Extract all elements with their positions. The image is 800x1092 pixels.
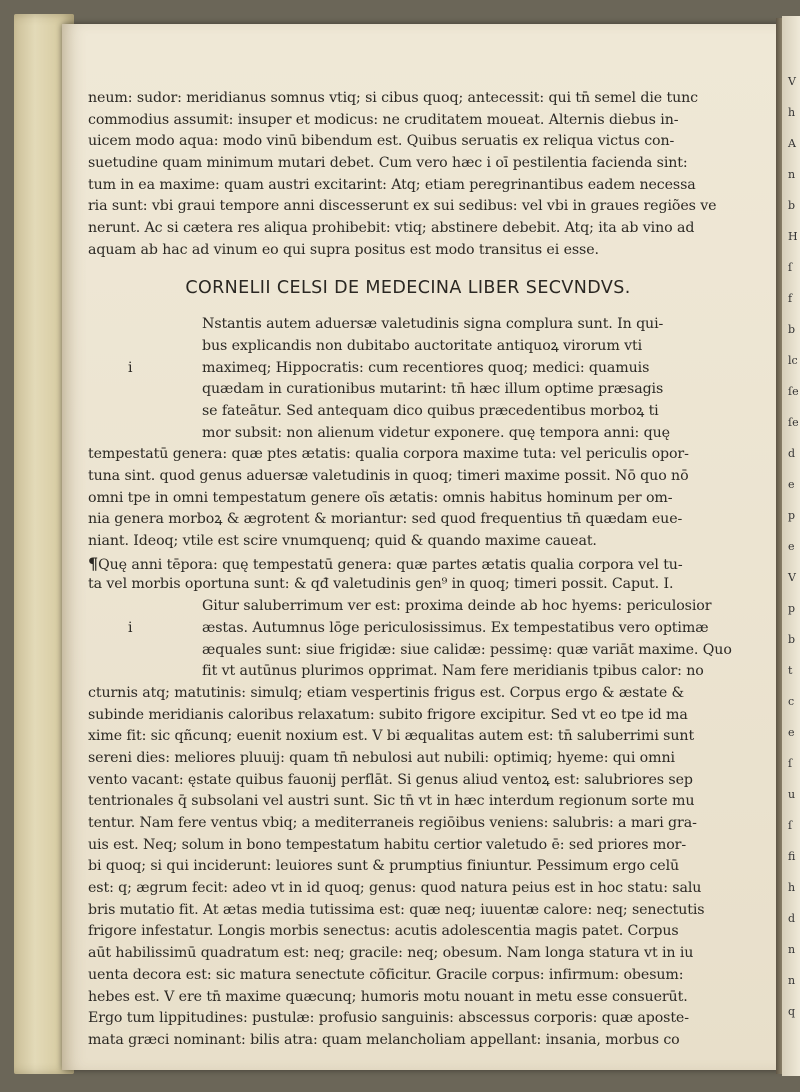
text-line: mata græci nominant: bilis atra: quam melancholiam appellant: insania, morbus co [88, 1031, 680, 1048]
next-page-letter: e [788, 540, 795, 553]
text-line: maximeq; Hippocratis: cum recentiores quoq; medici: quamuis [202, 359, 650, 376]
next-page-letter: V [788, 75, 796, 88]
text-line: tentur. Nam fere ventus vbiq; a mediterraneis regiōibus veniens: salubris: a mari gra- [88, 815, 697, 832]
text-line: tempestatū genera: quæ ptes ætatis: qualia corpora maxime tuta: vel periculis opor- [88, 446, 689, 463]
next-page-letter: d [788, 447, 796, 460]
text-line: hebes est. V ere tn̄ maxime quæcunq; humoris motu nouant in metu esse consuerūt. [88, 988, 688, 1005]
next-page-letter: t [788, 664, 793, 677]
indented-paragraph-1 [88, 314, 728, 444]
next-page-letter: n [788, 168, 796, 181]
next-page-letter: fi [788, 850, 796, 863]
next-page-letter: e [788, 478, 795, 491]
text-line: bi quoq; si qui inciderunt: leuiores sunt & prumptius finiuntur. Pessimum ergo celū [88, 858, 680, 875]
text-line: ria sunt: vbi graui tempore anni discesserunt ex sui sedibus: vel vbi in graues regiões ve [88, 198, 717, 215]
next-page-letter: ſ [788, 261, 793, 274]
text-line: niant. Ideoq; vtile est scire vnumquenq; quid & quando maxime caueat. [88, 533, 597, 550]
opening-paragraph [88, 88, 728, 262]
next-page-letter: ſe [788, 416, 799, 429]
next-page-letter: V [788, 571, 796, 584]
chapter-line-text: Quę anni tēpora: quę tempestatū genera: quæ partes ætatis qualia corpora vel tu- [98, 556, 683, 573]
next-page-letter: H [788, 230, 798, 243]
paragraph-continuation-1 [88, 444, 728, 552]
chapter-line [88, 574, 728, 596]
page-text [88, 88, 732, 1052]
text-line: tentrionales q̄ subsolani vel austri sunt. Sic tn̄ vt in hæc interdum regionum sorte mu [88, 793, 695, 810]
text-line: cturnis atq; matutinis: simulq; etiam vespertinis frigus est. Corpus ergo & æstate & [88, 684, 685, 701]
next-page-letter: n [788, 943, 796, 956]
next-page-letter: d [788, 912, 796, 925]
guide-letter: i [128, 359, 133, 376]
paragraph-continuation-2 [88, 683, 728, 1052]
text-line: omni tpe in omni tempestatum genere oīs ætatis: omnis habitus hominum per om- [88, 489, 673, 506]
text-line: nerunt. Ac si cætera res aliqua prohibebit: vtiq; abstinere debebit. Atq; ita ab vino ad [88, 220, 695, 237]
text-line: frigore infestatur. Longis morbis senectus: acutis adolescentia magis patet. Corpus [88, 923, 679, 940]
text-line: bus explicandis non dubitabo auctoritate antiquoꝝ virorum vti [202, 337, 643, 354]
text-line: mor subsit: non alienum videtur exponere. quę tempora anni: quę [202, 424, 670, 441]
text-line: est: q; ægrum fecit: adeo vt in id quoq; genus: quod natura peius est in hoc statu: salu [88, 880, 702, 897]
text-line: xime fit: sic qñcunq; euenit noxium est. V bi æqualitas autem est: tn̄ saluberrimi sunt [88, 728, 695, 745]
text-line: Nstantis autem aduersæ valetudinis signa complura sunt. In qui- [202, 316, 664, 333]
text-line: æquales sunt: siue frigidæ: siue calidæ: pessimę: quæ variāt maxime. Quo [202, 641, 732, 658]
text-line: bris mutatio fit. At ætas media tutissima est: quæ neq; iuuentæ calore: neq; senectutis [88, 901, 705, 918]
paragraph-mark-icon: ¶ [88, 553, 99, 573]
next-page-letter: h [788, 881, 796, 894]
text-line: æstas. Autumnus lōge periculosissimus. Ex tempestatibus vero optimæ [202, 619, 709, 636]
text-line: sereni dies: meliores pluuij: quam tn̄ nebulosi aut nubili: optimiq; hyeme: qui omni [88, 749, 675, 766]
next-page-letter: n [788, 974, 796, 987]
next-page-letter: h [788, 106, 796, 119]
next-page-letter: lc [788, 354, 798, 367]
chapter-line-text: ta vel morbis oportuna sunt: & qđ valetudinis gen⁹ in quoq; timeri possit. Caput. I. [88, 576, 674, 593]
text-line: Ergo tum lippitudines: pustulæ: profusio sanguinis: abscessus corporis: quæ aposte- [88, 1010, 689, 1027]
next-page-letter: A [788, 137, 796, 150]
indented-paragraph-2 [88, 596, 732, 683]
text-line: uenta decora est: sic matura senectute cōficitur. Gracile corpus: infirmum: obesum: [88, 966, 684, 983]
chapter-title [88, 553, 728, 596]
text-line: aquam ab hac ad vinum eo qui supra positus est modo transitus ei esse. [88, 241, 599, 258]
text-line: uis est. Neq; solum in bono tempestatum habitu certior valetudo ē: sed priores mor- [88, 836, 687, 853]
text-line: neum: sudor: meridianus somnus vtiq; si cibus quoq; antecessit: qui tn̄ semel die tunc [88, 90, 699, 106]
next-page-edge [782, 16, 800, 1076]
next-page-letter: b [788, 633, 796, 646]
text-line: aūt habilissimū quadratum est: neq; gracile: neq; obesum. Nam longa statura vt in iu [88, 945, 694, 962]
next-page-letter: b [788, 199, 796, 212]
next-page-letter: b [788, 323, 796, 336]
text-line: suetudine quam minimum mutari debet. Cum vero hæc i oī pestilentia facienda sint: [88, 155, 688, 172]
next-page-letter: ſ [788, 757, 793, 770]
text-line: commodius assumit: insuper et modicus: ne cruditatem moueat. Alternis diebus in- [88, 111, 679, 128]
text-line: vento vacant: ęstate quibus fauonij perflāt. Si genus aliud ventoꝝ est: salubriores sep [88, 771, 693, 788]
text-line: tum in ea maxime: quam austri excitarint: Atq; etiam peregrinantibus eadem necessa [88, 176, 696, 193]
text-line: Gitur saluberrimum ver est: proxima deinde ab hoc hyems: periculosior [202, 598, 712, 615]
text-line: subinde meridianis caloribus relaxatum: subito frigore excipitur. Sed vt eo tpe id ma [88, 706, 688, 723]
next-page-letter: ſe [788, 385, 799, 398]
guide-letter: i [128, 619, 133, 636]
next-page-letter: e [788, 726, 795, 739]
text-line: uicem modo aqua: modo vinū bibendum est. Quibus seruatis ex reliqua victus con- [88, 133, 675, 150]
next-page-letter: q [788, 1005, 796, 1018]
text-line: fit vt autūnus plurimos opprimat. Nam fere meridianis tpibus calor: no [202, 663, 704, 680]
next-page-letter: u [788, 788, 796, 801]
next-page-letter: p [788, 509, 796, 522]
book-heading: CORNELII CELSI DE MEDECINA LIBER SECVNDVS. [185, 277, 631, 298]
text-line: quædam in curationibus mutarint: tn̄ hæc illum optime præsagis [202, 381, 664, 398]
next-page-letter: ſ [788, 819, 793, 832]
next-page-letter: c [788, 695, 795, 708]
text-line: tuna sint. quod genus aduersæ valetudinis in quoq; timeri maxime possit. Nō quo nō [88, 468, 689, 485]
text-line: se fateātur. Sed antequam dico quibus præcedentibus morboꝝ ti [202, 402, 659, 419]
next-page-letter: p [788, 602, 796, 615]
chapter-line [88, 553, 728, 575]
next-page-letter: f [788, 292, 793, 305]
text-line: nia genera morboꝝ & ægrotent & moriantur: sed quod frequentius tn̄ quædam eue- [88, 511, 683, 528]
